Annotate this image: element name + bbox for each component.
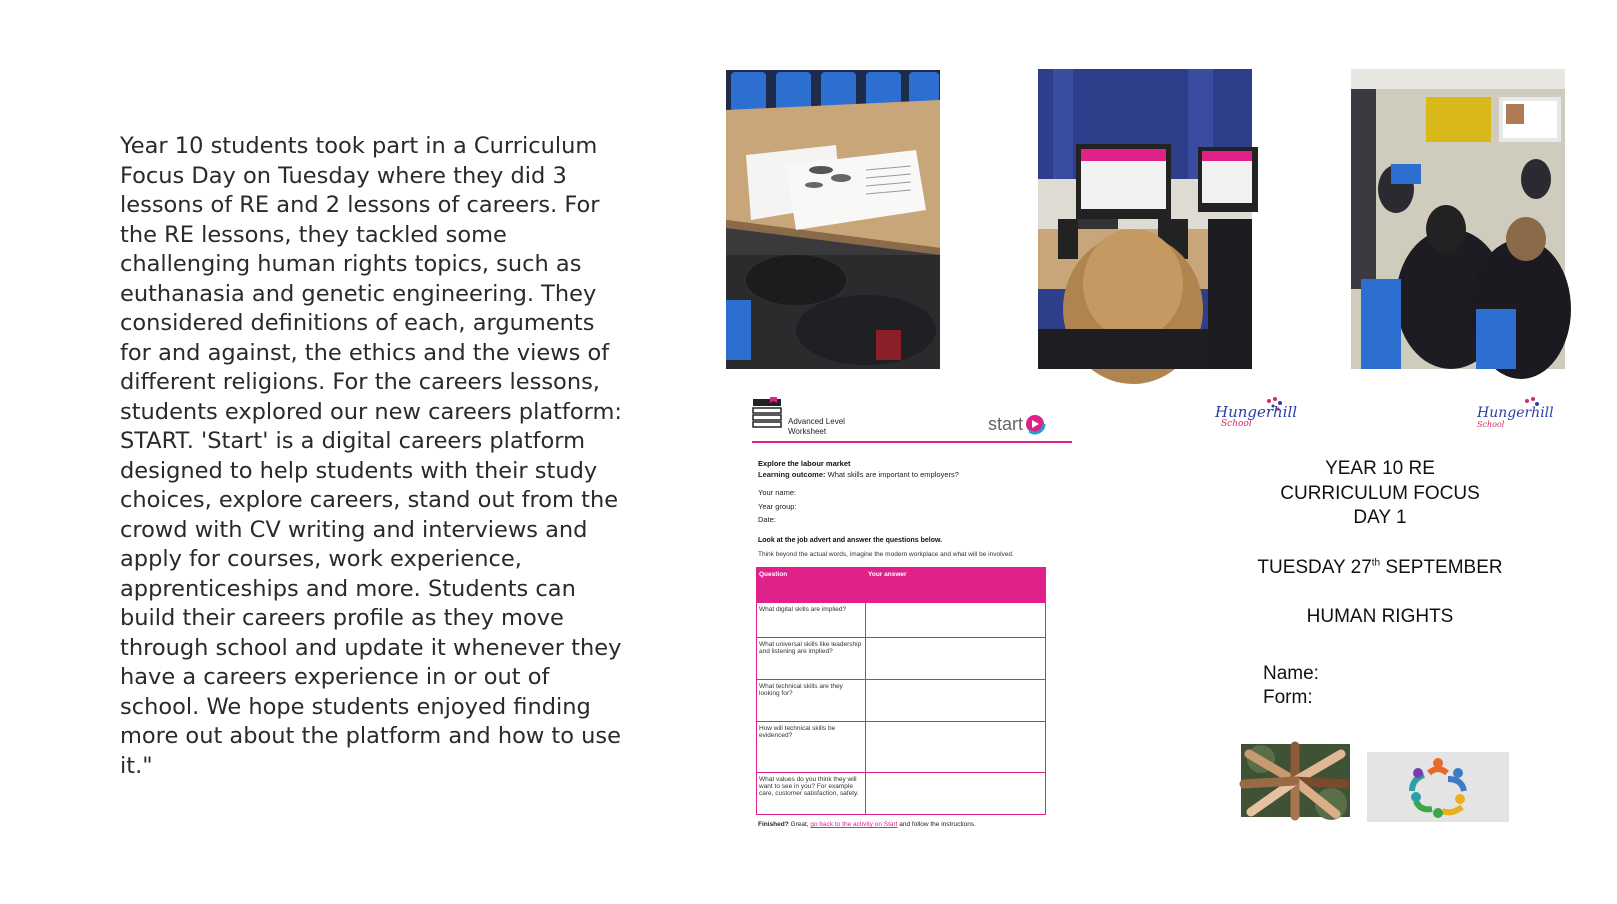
question-cell: How will technical skills be evidenced?: [757, 722, 866, 773]
cover-date-pre: TUESDAY 27: [1257, 557, 1372, 578]
question-cell: What universal skills like leadership and listening are implied?: [757, 638, 866, 680]
instruction-sub: Think beyond the actual words, imagine the modern workplace and what will be involved.: [758, 551, 1014, 558]
question-cell: What digital skills are implied?: [757, 603, 866, 638]
cover-day-line: DAY 1: [1353, 507, 1407, 528]
outcome-text: What skills are important to employers?: [827, 470, 959, 479]
cover-date: [1215, 557, 1545, 579]
school-logo-right: [1477, 395, 1554, 435]
community-circle-icon: [1367, 752, 1509, 822]
field-date: Date:: [758, 515, 776, 524]
intro-paragraph: Year 10 students took part in a Curriculum Focus Day on Tuesday where they did 3 lessons of RE and 2 lessons of careers. For the RE lessons, they tackled some challenging human rights topics, such as euthanasia and genetic engineering. They considered definitions of each, arguments for and against, the ethics and the views of different religions. For the careers lessons, students explored our new careers platform: START. 'Start' is a digital careers platform designed to help students with their study choices, explore careers, stand out from the crowd with CV writing and interviews and apply for courses, work experience, apprenticeships and more. Students can build their careers profile as they move through school and update it whenever they have a careers experience in or out of school. We hope students enjoyed finding more out about the platform and how to use it.": [120, 133, 622, 779]
footer-bold: Finished?: [758, 821, 789, 828]
book-stack-icon: [752, 397, 784, 438]
field-name: Your name:: [758, 488, 797, 497]
learning-outcome: [758, 470, 959, 479]
col-answer-header: Your answer: [866, 568, 1046, 603]
footer-link[interactable]: go back to the activity on Start: [810, 821, 898, 828]
form-label: Form:: [1263, 687, 1313, 708]
careers-worksheet: [752, 395, 1072, 835]
re-cover-page: [1215, 395, 1554, 835]
worksheet-title: Explore the labour market: [758, 459, 851, 468]
question-cell: What technical skills are they looking for?: [757, 680, 866, 722]
table-header-row: [757, 568, 1046, 603]
instruction: Look at the job advert and answer the questions below.: [758, 537, 943, 544]
question-cell: What values do you think they will want to see in you? For example care, customer satisfaction, safety.: [757, 773, 866, 815]
answer-cell[interactable]: [866, 773, 1046, 815]
hands-together-image: [1241, 744, 1350, 817]
answer-cell[interactable]: [866, 722, 1046, 773]
footer-pre: Great,: [790, 821, 809, 828]
cover-year-line: YEAR 10 RE: [1325, 458, 1435, 479]
cover-topic: HUMAN RIGHTS: [1306, 606, 1454, 627]
name-label: Name:: [1263, 663, 1319, 684]
field-year: Year group:: [758, 502, 797, 511]
school-logo-left: [1215, 395, 1298, 435]
start-logo: [988, 413, 1046, 435]
footer-post: and follow the instructions.: [899, 821, 976, 828]
header-divider: [752, 441, 1072, 443]
photo-desk-worksheets: [726, 70, 940, 369]
cover-date-post: SEPTEMBER: [1380, 557, 1503, 578]
table-row: [757, 722, 1046, 773]
cover-focus-line: CURRICULUM FOCUS: [1280, 483, 1480, 504]
table-row: [757, 638, 1046, 680]
photo-student-computer: [1038, 69, 1252, 369]
logo-text: Hungerhill: [1477, 405, 1554, 421]
start-logo-icon: [1024, 413, 1046, 435]
table-row: [757, 603, 1046, 638]
logo-sub: School: [1221, 419, 1252, 429]
worksheet-footer: [758, 821, 976, 828]
table-row: [757, 773, 1046, 815]
worksheet-header-subtitle: Worksheet: [788, 427, 827, 436]
logo-text: Hungerhill: [1215, 403, 1298, 421]
start-logo-text: start: [988, 413, 1024, 434]
logo-sub: School: [1477, 420, 1505, 429]
worksheet-header-title: Advanced Level: [788, 417, 845, 426]
answer-cell[interactable]: [866, 638, 1046, 680]
cover-date-sup: th: [1371, 557, 1381, 569]
table-row: [757, 680, 1046, 722]
answer-cell[interactable]: [866, 680, 1046, 722]
questions-table: [756, 567, 1046, 815]
photo-classroom: [1351, 69, 1565, 369]
col-question-header: Question: [757, 568, 866, 603]
answer-cell[interactable]: [866, 603, 1046, 638]
outcome-label: Learning outcome:: [758, 470, 826, 479]
